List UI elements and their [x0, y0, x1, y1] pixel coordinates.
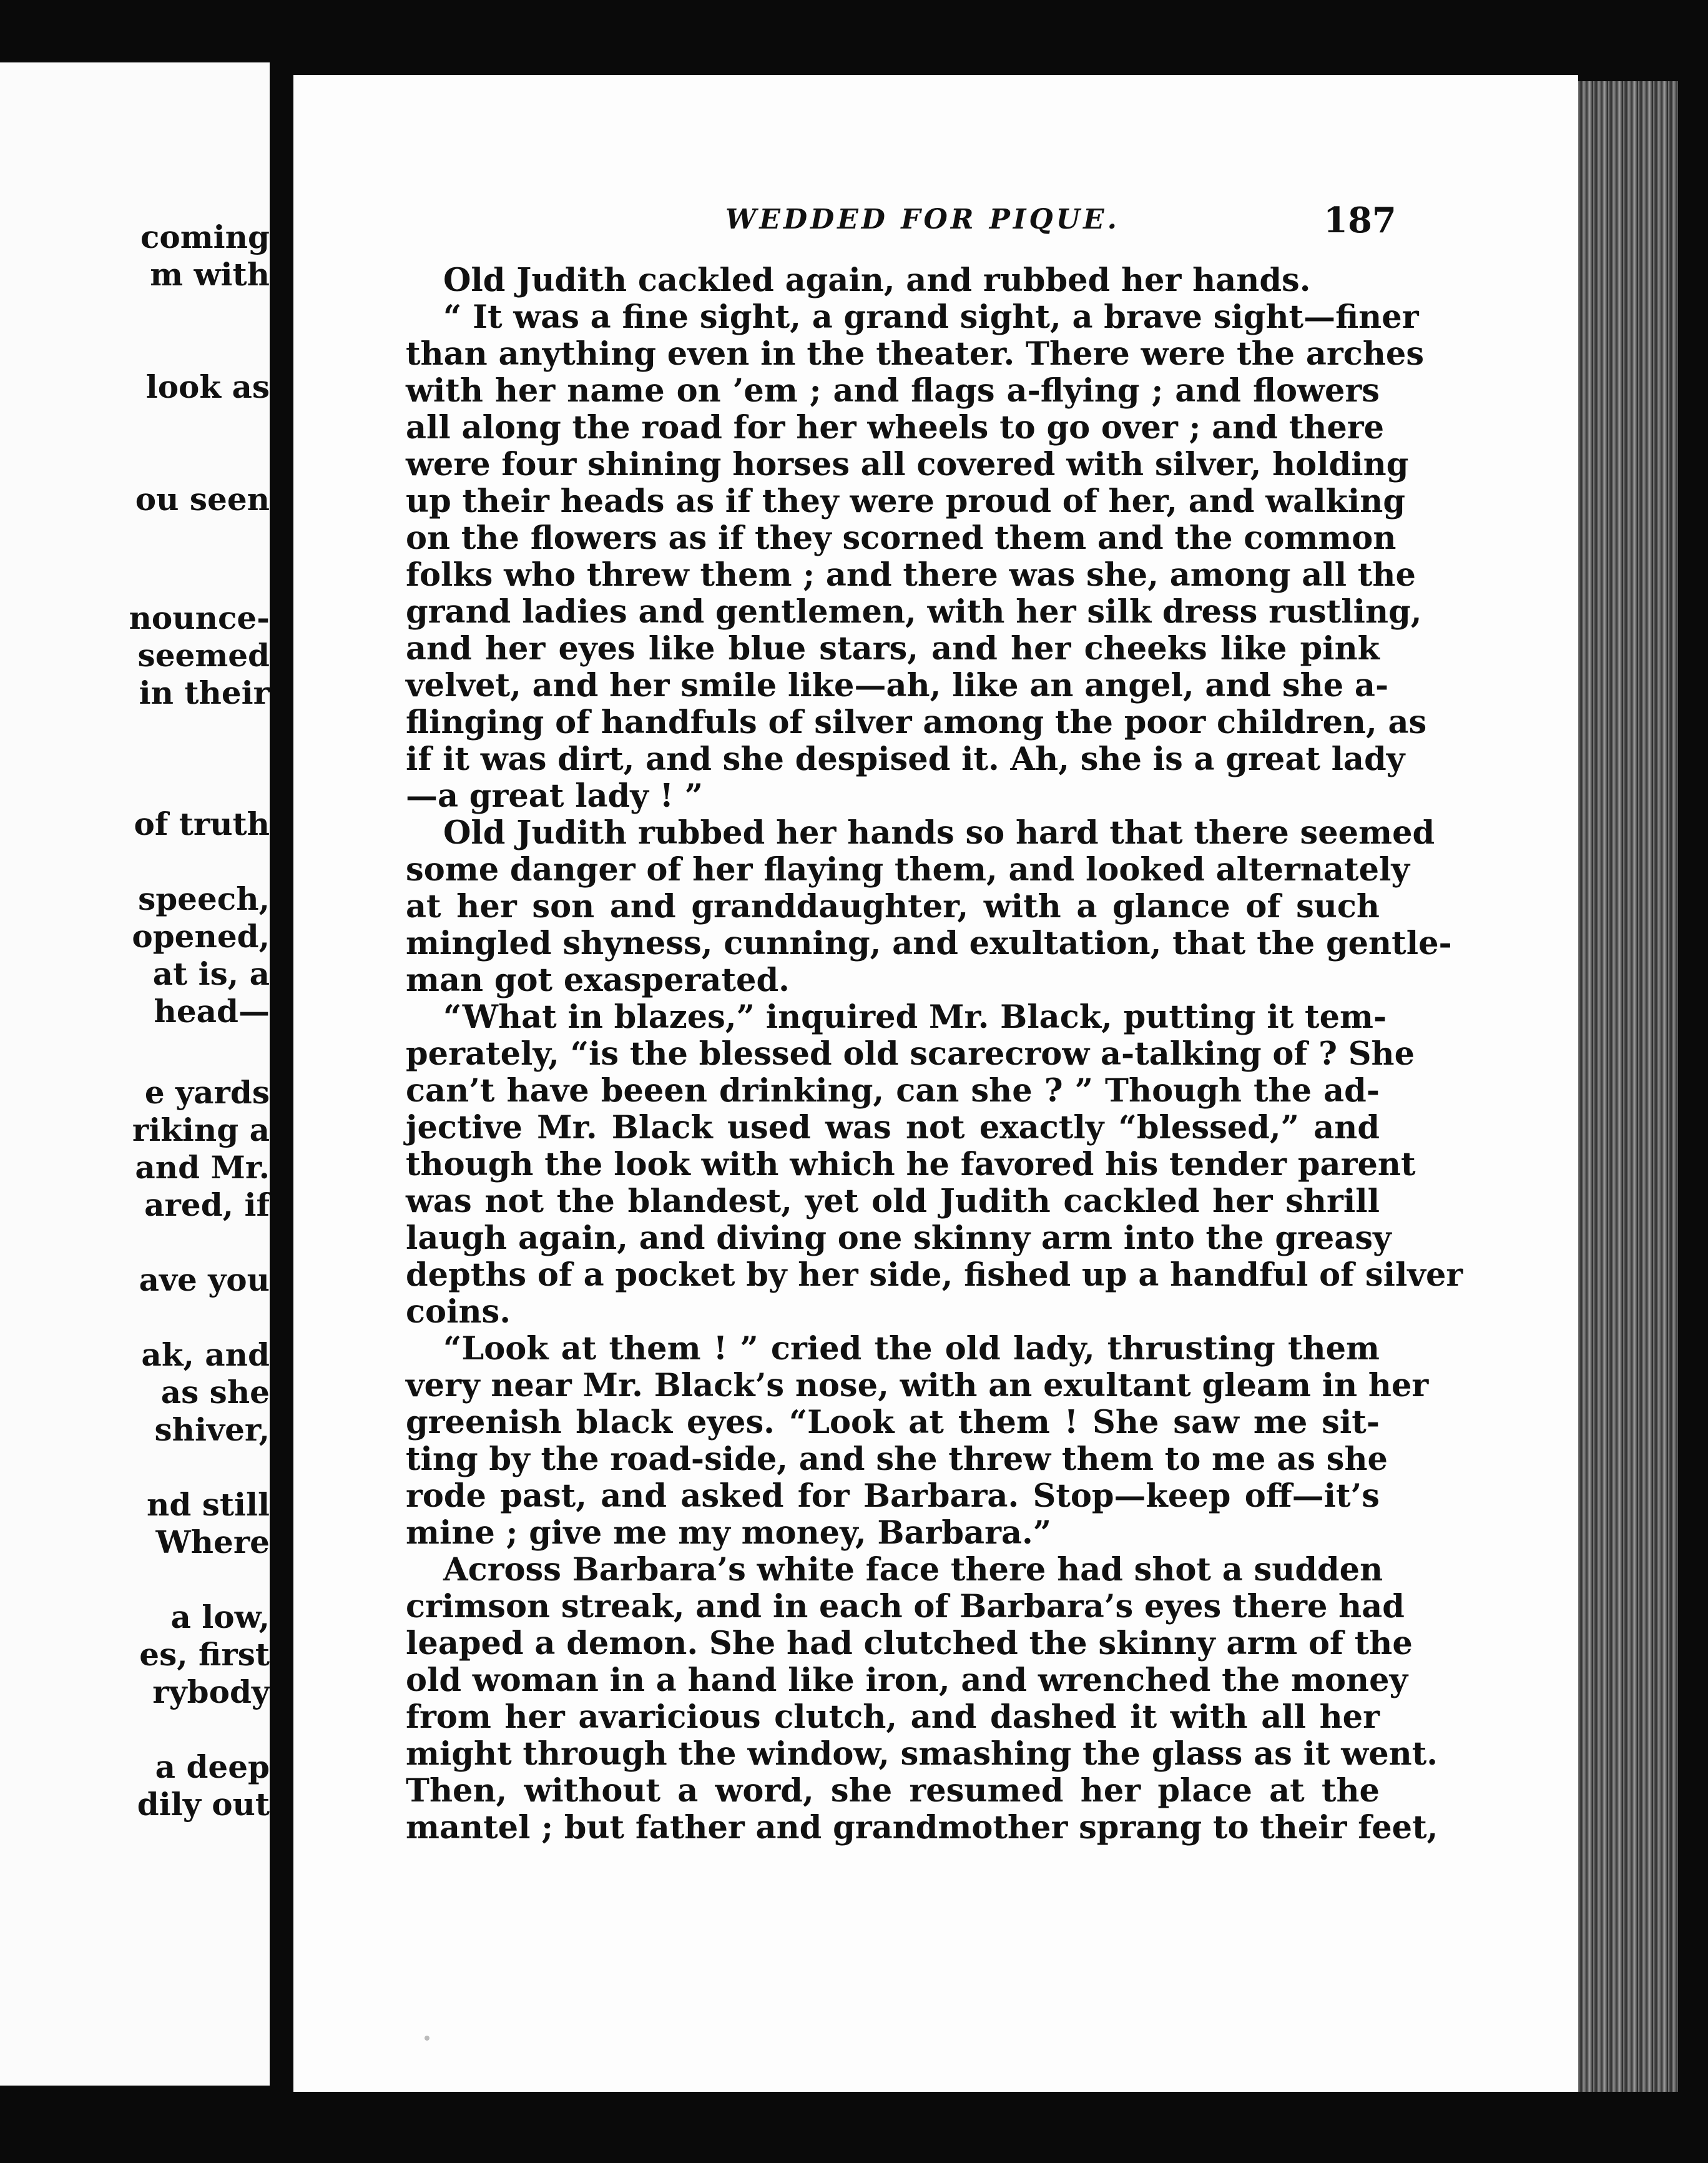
text-line: all along the road for her wheels to go over ; and there: [406, 409, 1385, 446]
left-page-fragment: dily out: [137, 1786, 270, 1823]
text-line: Old Judith cackled again, and rubbed her hands.: [443, 262, 1311, 299]
left-page-fragment: e yards: [144, 1074, 270, 1111]
text-line: Old Judith rubbed her hands so hard that there seemed: [443, 814, 1435, 852]
right-page: [293, 75, 1578, 2092]
text-line: Across Barbara’s white face there had shot a sudden: [443, 1551, 1383, 1589]
text-line: perately, “is the blessed old scarecrow a-talking of ? She: [406, 1035, 1415, 1073]
left-page-fragment: of truth: [134, 806, 270, 842]
left-page-fragment: opened,: [132, 918, 270, 955]
text-line: at her son and granddaughter, with a glance of such: [406, 888, 1380, 925]
left-page-fragment: es, first: [139, 1636, 270, 1673]
left-page-fragment: ared, if: [144, 1186, 270, 1223]
text-line: mine ; give me my money, Barbara.”: [406, 1514, 1052, 1552]
left-page-fragment: head—: [154, 993, 270, 1030]
text-line: some danger of her flaying them, and looked alternately: [406, 851, 1410, 889]
left-page-fragment: seemed: [137, 637, 270, 674]
left-page-fragment: speech,: [138, 880, 270, 917]
text-line: can’t have beeen drinking, can she ? ” Though the ad-: [406, 1072, 1380, 1110]
left-page-fragment: rybody: [152, 1673, 270, 1710]
left-page-fragment: look as: [145, 368, 270, 405]
text-line: “What in blazes,” inquired Mr. Black, putting it tem-: [443, 998, 1387, 1036]
left-page-fragment: riking a: [132, 1111, 270, 1148]
text-line: might through the window, smashing the glass as it went.: [406, 1735, 1438, 1773]
left-page-fragment: in their: [139, 674, 270, 711]
text-line: jective Mr. Black used was not exactly “blessed,” and: [406, 1109, 1380, 1146]
left-page-fragment: ave you: [139, 1261, 270, 1298]
text-line: Then, without a word, she resumed her place at the: [406, 1772, 1380, 1810]
text-line: “Look at them ! ” cried the old lady, thrusting them: [443, 1330, 1380, 1367]
left-page-fragment: nd still: [147, 1486, 270, 1523]
text-line: up their heads as if they were proud of her, and walking: [406, 483, 1406, 520]
text-line: velvet, and her smile like—ah, like an angel, and she a-: [406, 667, 1389, 704]
text-line: depths of a pocket by her side, fished up a handful of silver: [406, 1256, 1463, 1294]
text-line: leaped a demon. She had clutched the skinny arm of the: [406, 1625, 1413, 1662]
text-line: from her avaricious clutch, and dashed it with all her: [406, 1698, 1380, 1736]
text-line: —a great lady ! ”: [406, 777, 704, 815]
left-page-fragment: and Mr.: [135, 1149, 270, 1186]
left-page-fragment: ou seen: [135, 481, 270, 518]
left-page: [0, 62, 270, 2086]
left-page-fragment: shiver,: [154, 1411, 270, 1448]
body-text: [406, 262, 1463, 1846]
text-line: old woman in a hand like iron, and wrenched the money: [406, 1662, 1408, 1699]
page-edges: [1578, 81, 1678, 2092]
text-line: folks who threw them ; and there was she, among all the: [406, 556, 1416, 594]
text-line: was not the blandest, yet old Judith cackled her shrill: [406, 1183, 1380, 1220]
text-line: mingled shyness, cunning, and exultation, that the gentle-: [406, 925, 1452, 962]
text-line: though the look with which he favored his tender parent: [406, 1146, 1416, 1183]
page-number: 187: [1323, 200, 1396, 241]
left-page-fragment: coming: [140, 219, 270, 255]
text-line: man got exasperated.: [406, 962, 790, 999]
text-line: very near Mr. Black’s nose, with an exultant gleam in her: [406, 1367, 1429, 1404]
text-line: grand ladies and gentlemen, with her silk dress rustling,: [406, 593, 1422, 631]
left-page-fragment: Where: [155, 1524, 270, 1560]
text-line: and her eyes like blue stars, and her cheeks like pink: [406, 630, 1380, 668]
text-line: laugh again, and diving one skinny arm into the greasy: [406, 1219, 1391, 1257]
text-line: coins.: [406, 1293, 511, 1331]
left-page-fragment: a deep: [155, 1748, 270, 1785]
text-line: mantel ; but father and grandmother sprang to their feet,: [406, 1809, 1438, 1846]
book-gutter: [270, 62, 293, 2086]
ink-speck: [425, 2036, 429, 2041]
left-page-fragment: ak, and: [141, 1336, 270, 1373]
text-line: on the flowers as if they scorned them and the common: [406, 520, 1396, 557]
left-page-fragment: m with: [150, 256, 270, 293]
left-page-fragment: as she: [160, 1374, 270, 1411]
text-line: if it was dirt, and she despised it. Ah, she is a great lady: [406, 741, 1405, 778]
text-line: flinging of handfuls of silver among the poor children, as: [406, 704, 1427, 741]
left-page-fragment: nounce-: [129, 599, 270, 636]
running-title: WEDDED FOR PIQUE.: [725, 204, 1120, 235]
text-line: with her name on ’em ; and flags a-flying ; and flowers: [406, 372, 1380, 410]
left-page-fragment: at is, a: [152, 955, 270, 992]
text-line: greenish black eyes. “Look at them ! She saw me sit-: [406, 1404, 1380, 1441]
text-line: than anything even in the theater. There were the arches: [406, 335, 1425, 373]
text-line: were four shining horses all covered with silver, holding: [406, 446, 1409, 483]
text-line: “ It was a fine sight, a grand sight, a brave sight—finer: [443, 298, 1419, 336]
left-page-fragment: a low,: [170, 1599, 270, 1635]
text-line: crimson streak, and in each of Barbara’s eyes there had: [406, 1588, 1405, 1625]
text-line: ting by the road-side, and she threw them to me as she: [406, 1441, 1388, 1478]
text-line: rode past, and asked for Barbara. Stop—keep off—it’s: [406, 1477, 1380, 1515]
